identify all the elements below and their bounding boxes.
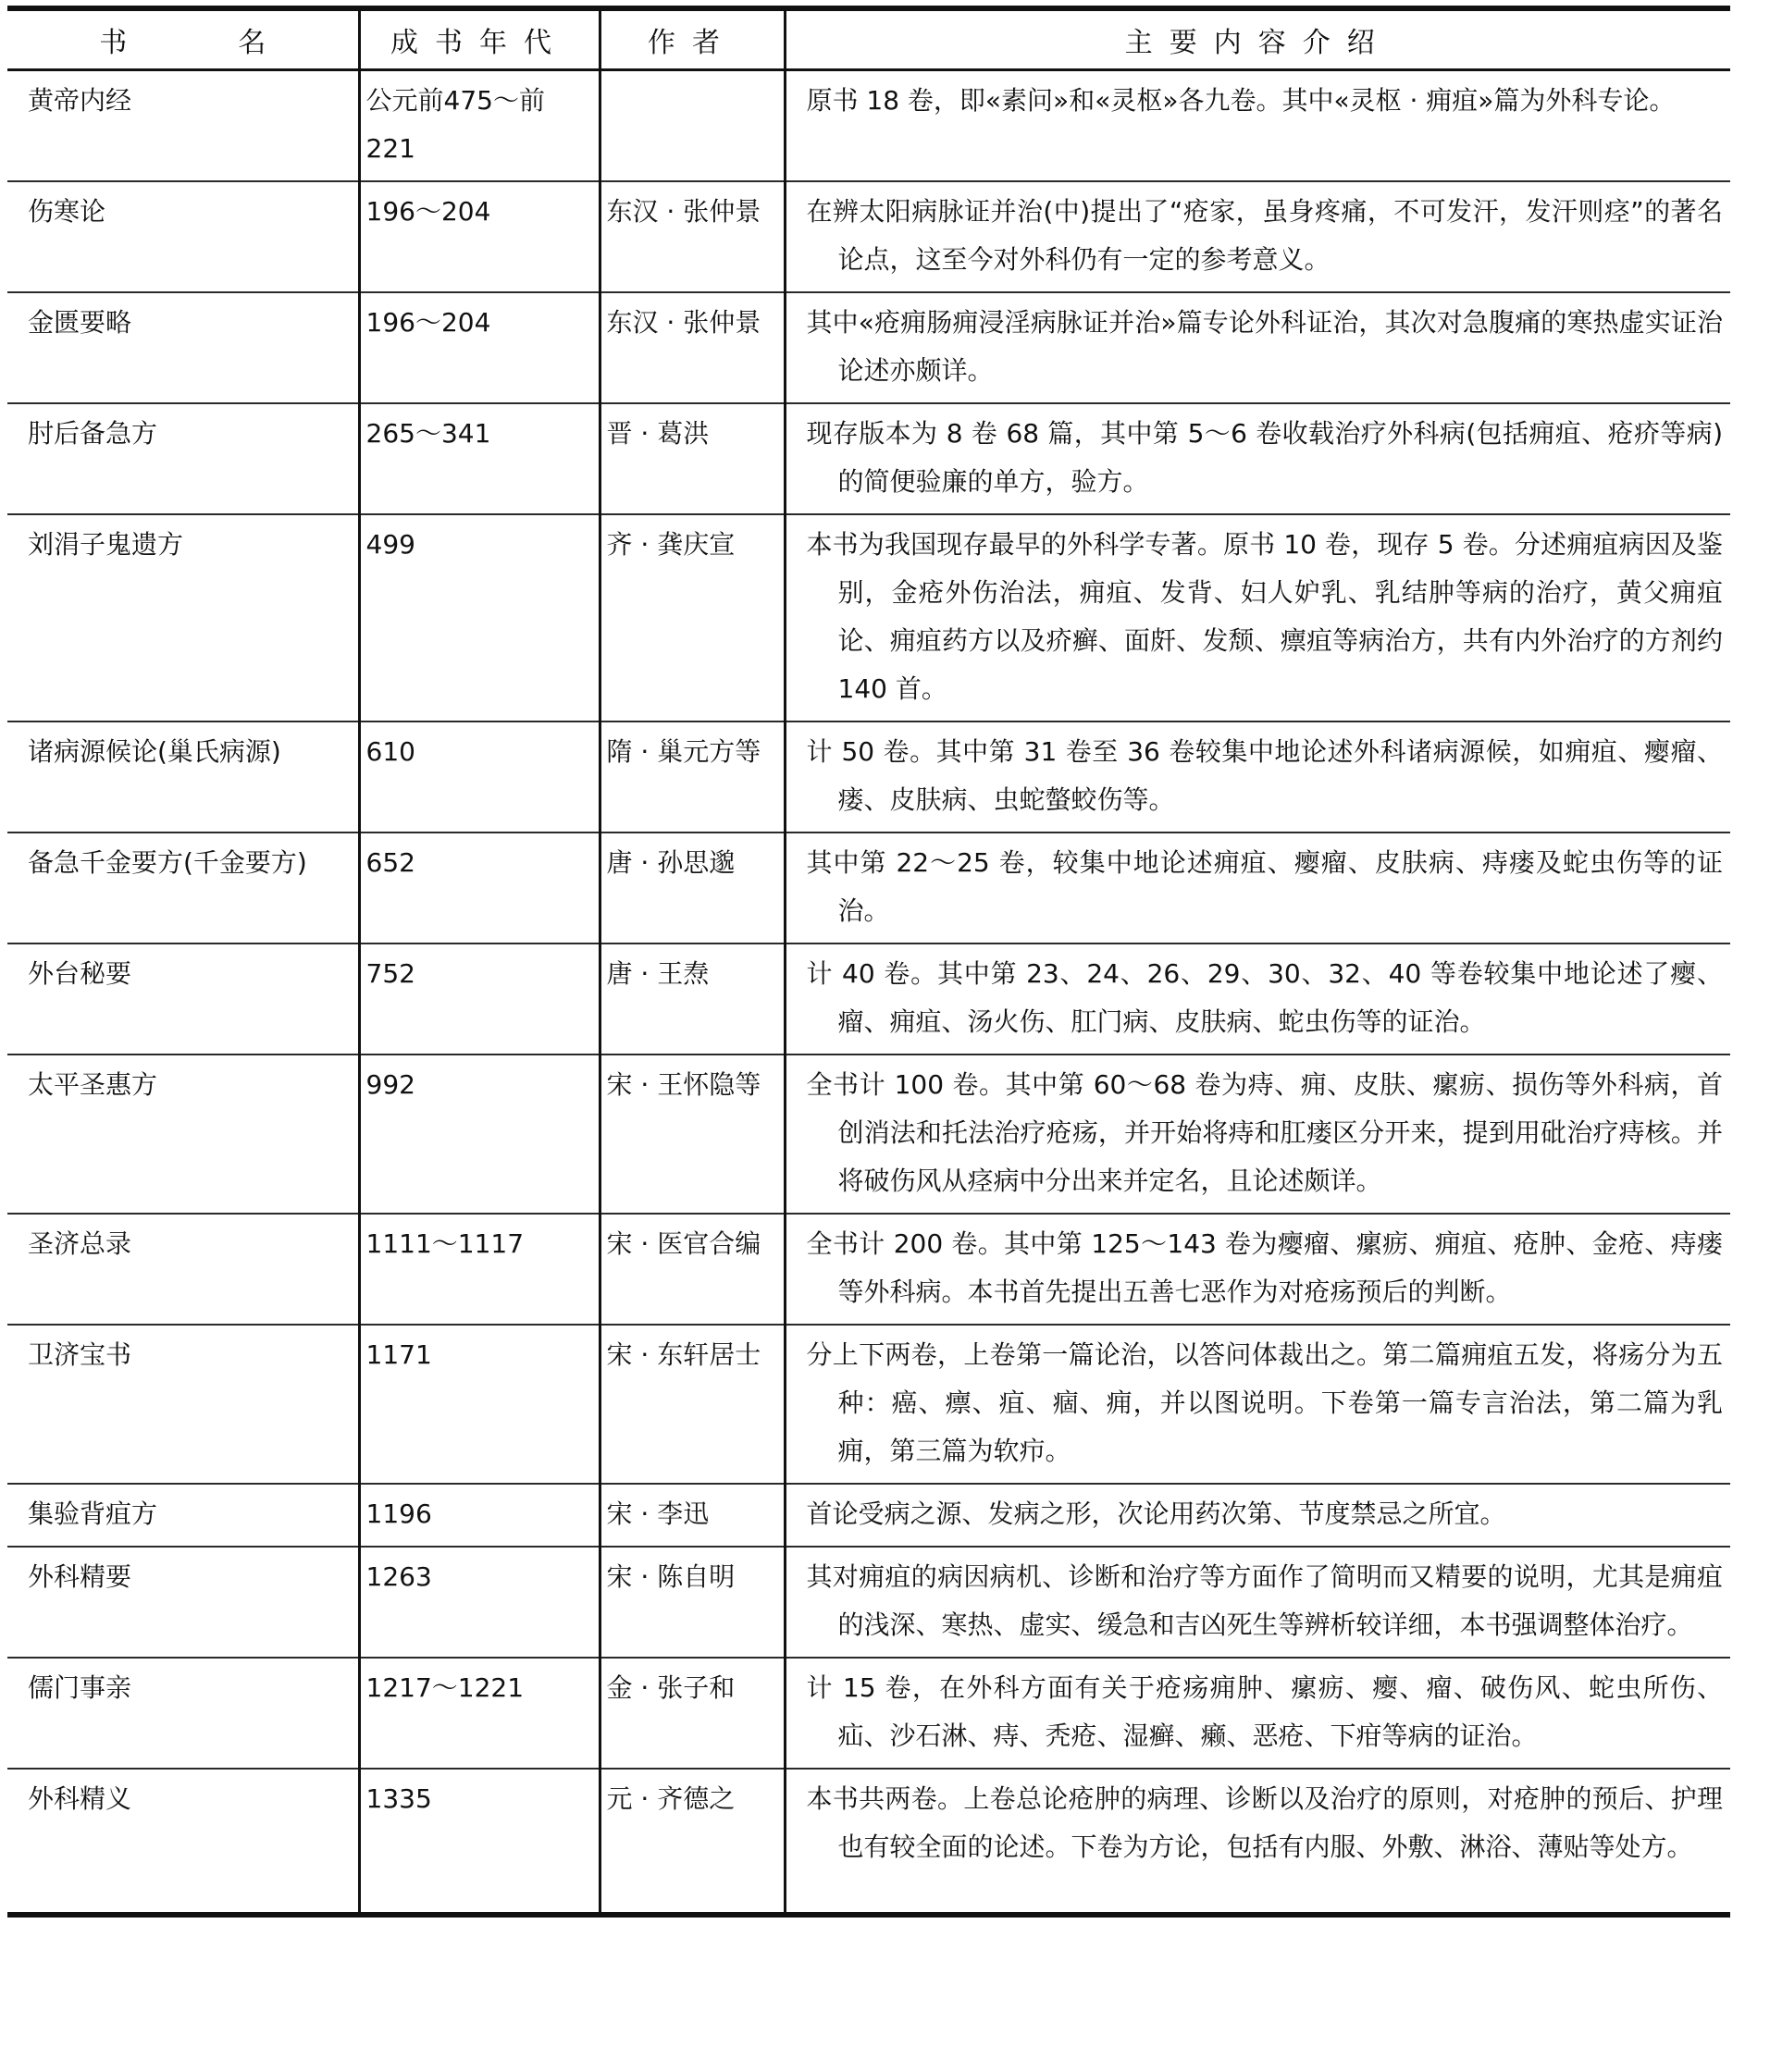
book-name-cell	[7, 722, 359, 832]
author-cell	[600, 403, 785, 514]
author-text: 唐 · 王焘	[606, 958, 710, 989]
content-text: 其中«疮痈肠痈浸淫病脉证并治»篇专论外科证治，其次对急腹痛的寒热虚实证治论述亦颇详。	[806, 307, 1723, 386]
year-cell	[359, 1325, 600, 1484]
book-name-cell	[7, 1484, 359, 1547]
author-cell	[600, 292, 785, 403]
table-row	[7, 1658, 1730, 1769]
year-text: 652	[365, 847, 415, 878]
book-name-text: 太平圣惠方	[28, 1069, 158, 1100]
book-name-cell	[7, 1325, 359, 1484]
year-text: 265～341	[365, 418, 491, 449]
content-cell	[785, 1547, 1730, 1658]
year-text: 1217～1221	[365, 1672, 525, 1703]
book-name-cell	[7, 1054, 359, 1214]
year-text: 1196	[365, 1498, 432, 1529]
author-cell	[600, 1214, 785, 1325]
book-name-text: 外科精要	[28, 1561, 132, 1592]
book-name-cell	[7, 70, 359, 182]
content-text: 计 15 卷，在外科方面有关于疮疡痈肿、瘰疬、瘿、瘤、破伤风、蛇虫所伤、疝、沙石淋、痔、秃疮、湿癣、癞、恶疮、下疳等病的证治。	[806, 1672, 1723, 1751]
author-text: 隋 · 巢元方等	[606, 736, 761, 767]
book-name-text: 外科精义	[28, 1783, 132, 1814]
year-cell	[359, 1547, 600, 1658]
author-text: 晋 · 葛洪	[606, 418, 710, 449]
year-cell	[359, 944, 600, 1054]
author-cell	[600, 944, 785, 1054]
year-cell	[359, 1054, 600, 1214]
content-cell	[785, 1214, 1730, 1325]
header-year: 成书年代	[359, 8, 600, 70]
book-name-cell	[7, 1658, 359, 1769]
content-text: 本书共两卷。上卷总论疮肿的病理、诊断以及治疗的原则，对疮肿的预后、护理也有较全面的论述。下卷为方论，包括有内服、外敷、淋浴、薄贴等处方。	[806, 1783, 1723, 1862]
year-cell	[359, 1658, 600, 1769]
book-name-cell	[7, 181, 359, 292]
year-text: 公元前475～前221	[365, 85, 545, 164]
content-cell	[785, 1054, 1730, 1214]
year-text: 1263	[365, 1561, 432, 1592]
book-name-text: 圣济总录	[28, 1228, 132, 1259]
book-name-text: 集验背疽方	[28, 1498, 158, 1529]
book-name-text: 刘涓子鬼遗方	[28, 529, 184, 560]
year-text: 196～204	[365, 307, 491, 338]
author-text: 宋 · 王怀隐等	[606, 1069, 761, 1100]
author-cell	[600, 181, 785, 292]
book-name-cell	[7, 514, 359, 722]
content-text: 全书计 100 卷。其中第 60～68 卷为痔、痈、皮肤、瘰疬、损伤等外科病，首创消法和托法治疗疮疡，并开始将痔和肛瘘区分开来，提到用砒治疗痔核。并将破伤风从痉病中分出来并定名，且论述颇详。	[806, 1069, 1723, 1196]
content-cell	[785, 944, 1730, 1054]
year-text: 1335	[365, 1783, 432, 1814]
author-text: 元 · 齐德之	[606, 1783, 736, 1814]
header-author: 作者	[600, 8, 785, 70]
year-cell	[359, 403, 600, 514]
year-text: 610	[365, 736, 415, 767]
author-cell	[600, 1769, 785, 1915]
author-cell	[600, 70, 785, 182]
book-name-text: 备急千金要方(千金要方)	[28, 847, 307, 878]
header-book-name-1: 书	[99, 27, 128, 59]
author-text: 宋 · 医官合编	[606, 1228, 761, 1259]
table-header-row	[7, 8, 1730, 70]
book-name-cell	[7, 1547, 359, 1658]
author-cell	[600, 1325, 785, 1484]
author-text: 齐 · 龚庆宣	[606, 529, 736, 560]
table-row	[7, 832, 1730, 944]
content-text: 其中第 22～25 卷，较集中地论述痈疽、瘿瘤、皮肤病、痔瘘及蛇虫伤等的证治。	[806, 847, 1723, 926]
author-cell	[600, 1658, 785, 1769]
content-text: 分上下两卷，上卷第一篇论治，以答问体裁出之。第二篇痈疽五发，将疡分为五种：癌、瘭、疽、痼、痈，并以图说明。下卷第一篇专言治法，第二篇为乳痈，第三篇为软疖。	[806, 1339, 1723, 1466]
book-name-text: 外台秘要	[28, 958, 132, 989]
book-name-text: 伤寒论	[28, 196, 106, 227]
author-text: 东汉 · 张仲景	[606, 196, 761, 227]
year-text: 499	[365, 529, 415, 560]
header-content: 主要内容介绍	[785, 8, 1730, 70]
year-cell	[359, 1484, 600, 1547]
book-name-text: 肘后备急方	[28, 418, 158, 449]
content-text: 计 50 卷。其中第 31 卷至 36 卷较集中地论述外科诸病源候，如痈疽、瘿瘤、瘘、皮肤病、虫蛇螫蛟伤等。	[806, 736, 1723, 815]
author-cell	[600, 1547, 785, 1658]
content-text: 全书计 200 卷。其中第 125～143 卷为瘿瘤、瘰疬、痈疽、疮肿、金疮、痔瘘等外科病。本书首先提出五善七恶作为对疮疡预后的判断。	[806, 1228, 1723, 1307]
year-text: 1171	[365, 1339, 432, 1370]
table-row	[7, 944, 1730, 1054]
book-name-text: 金匮要略	[28, 307, 132, 338]
book-name-cell	[7, 832, 359, 944]
content-cell	[785, 722, 1730, 832]
content-text: 其对痈疽的病因病机、诊断和治疗等方面作了简明而又精要的说明，尤其是痈疽的浅深、寒热、虚实、缓急和吉凶死生等辨析较详细，本书强调整体治疗。	[806, 1561, 1723, 1640]
table-row	[7, 1214, 1730, 1325]
year-text: 1111～1117	[365, 1228, 525, 1259]
content-cell	[785, 403, 1730, 514]
author-cell	[600, 722, 785, 832]
table-row	[7, 1547, 1730, 1658]
book-name-text: 儒门事亲	[28, 1672, 132, 1703]
table-row	[7, 1769, 1730, 1915]
year-cell	[359, 292, 600, 403]
author-text: 唐 · 孙思邈	[606, 847, 736, 878]
table-row	[7, 403, 1730, 514]
book-name-text: 诸病源候论(巢氏病源)	[28, 736, 281, 767]
book-name-cell	[7, 944, 359, 1054]
content-text: 原书 18 卷，即«素问»和«灵枢»各九卷。其中«灵枢 · 痈疽»篇为外科专论。	[806, 85, 1676, 116]
year-cell	[359, 1214, 600, 1325]
table-row	[7, 1325, 1730, 1484]
table-row	[7, 292, 1730, 403]
content-text: 首论受病之源、发病之形，次论用药次第、节度禁忌之所宜。	[806, 1498, 1506, 1529]
content-cell	[785, 1325, 1730, 1484]
year-cell	[359, 181, 600, 292]
book-name-cell	[7, 403, 359, 514]
header-book-name-2: 名	[238, 27, 266, 59]
author-text: 金 · 张子和	[606, 1672, 736, 1703]
content-text: 在辨太阳病脉证并治(中)提出了“疮家，虽身疼痛，不可发汗，发汗则痉”的著名论点，这至今对外科仍有一定的参考意义。	[806, 196, 1723, 275]
table-row	[7, 514, 1730, 722]
table-body	[7, 70, 1730, 1916]
book-name-text: 黄帝内经	[28, 85, 132, 116]
year-cell	[359, 722, 600, 832]
author-cell	[600, 514, 785, 722]
author-cell	[600, 832, 785, 944]
content-text: 现存版本为 8 卷 68 篇，其中第 5～6 卷收载治疗外科病(包括痈疽、疮疥等病)的简便验廉的单方，验方。	[806, 418, 1723, 497]
author-text: 宋 · 陈自明	[606, 1561, 736, 1592]
content-cell	[785, 832, 1730, 944]
year-text: 992	[365, 1069, 415, 1100]
content-cell	[785, 1658, 1730, 1769]
header-book-name	[7, 8, 359, 70]
author-cell	[600, 1054, 785, 1214]
content-cell	[785, 514, 1730, 722]
author-text: 宋 · 东轩居士	[606, 1339, 761, 1370]
table-row	[7, 722, 1730, 832]
year-text: 752	[365, 958, 415, 989]
content-cell	[785, 70, 1730, 182]
table-row	[7, 181, 1730, 292]
content-cell	[785, 292, 1730, 403]
year-cell	[359, 832, 600, 944]
author-text: 宋 · 李迅	[606, 1498, 710, 1529]
year-cell	[359, 70, 600, 182]
surgery-literature-table	[7, 6, 1730, 1918]
author-cell	[600, 1484, 785, 1547]
book-name-cell	[7, 1769, 359, 1915]
table-row	[7, 1054, 1730, 1214]
year-text: 196～204	[365, 196, 491, 227]
content-cell	[785, 1484, 1730, 1547]
table-row	[7, 1484, 1730, 1547]
table-row	[7, 70, 1730, 182]
book-name-cell	[7, 292, 359, 403]
book-name-text: 卫济宝书	[28, 1339, 132, 1370]
content-text: 本书为我国现存最早的外科学专著。原书 10 卷，现存 5 卷。分述痈疽病因及鉴别，金疮外伤治法，痈疽、发背、妇人妒乳、乳结肿等病的治疗，黄父痈疽论、痈疽药方以及疥癣、面皯、发颓、瘭疽等病治方，共有内外治疗的方剂约 140 首。	[806, 529, 1723, 704]
year-cell	[359, 1769, 600, 1915]
content-cell	[785, 1769, 1730, 1915]
content-cell	[785, 181, 1730, 292]
book-name-cell	[7, 1214, 359, 1325]
year-cell	[359, 514, 600, 722]
author-text: 东汉 · 张仲景	[606, 307, 761, 338]
content-text: 计 40 卷。其中第 23、24、26、29、30、32、40 等卷较集中地论述了瘿、瘤、痈疽、汤火伤、肛门病、皮肤病、蛇虫伤等的证治。	[806, 958, 1723, 1037]
